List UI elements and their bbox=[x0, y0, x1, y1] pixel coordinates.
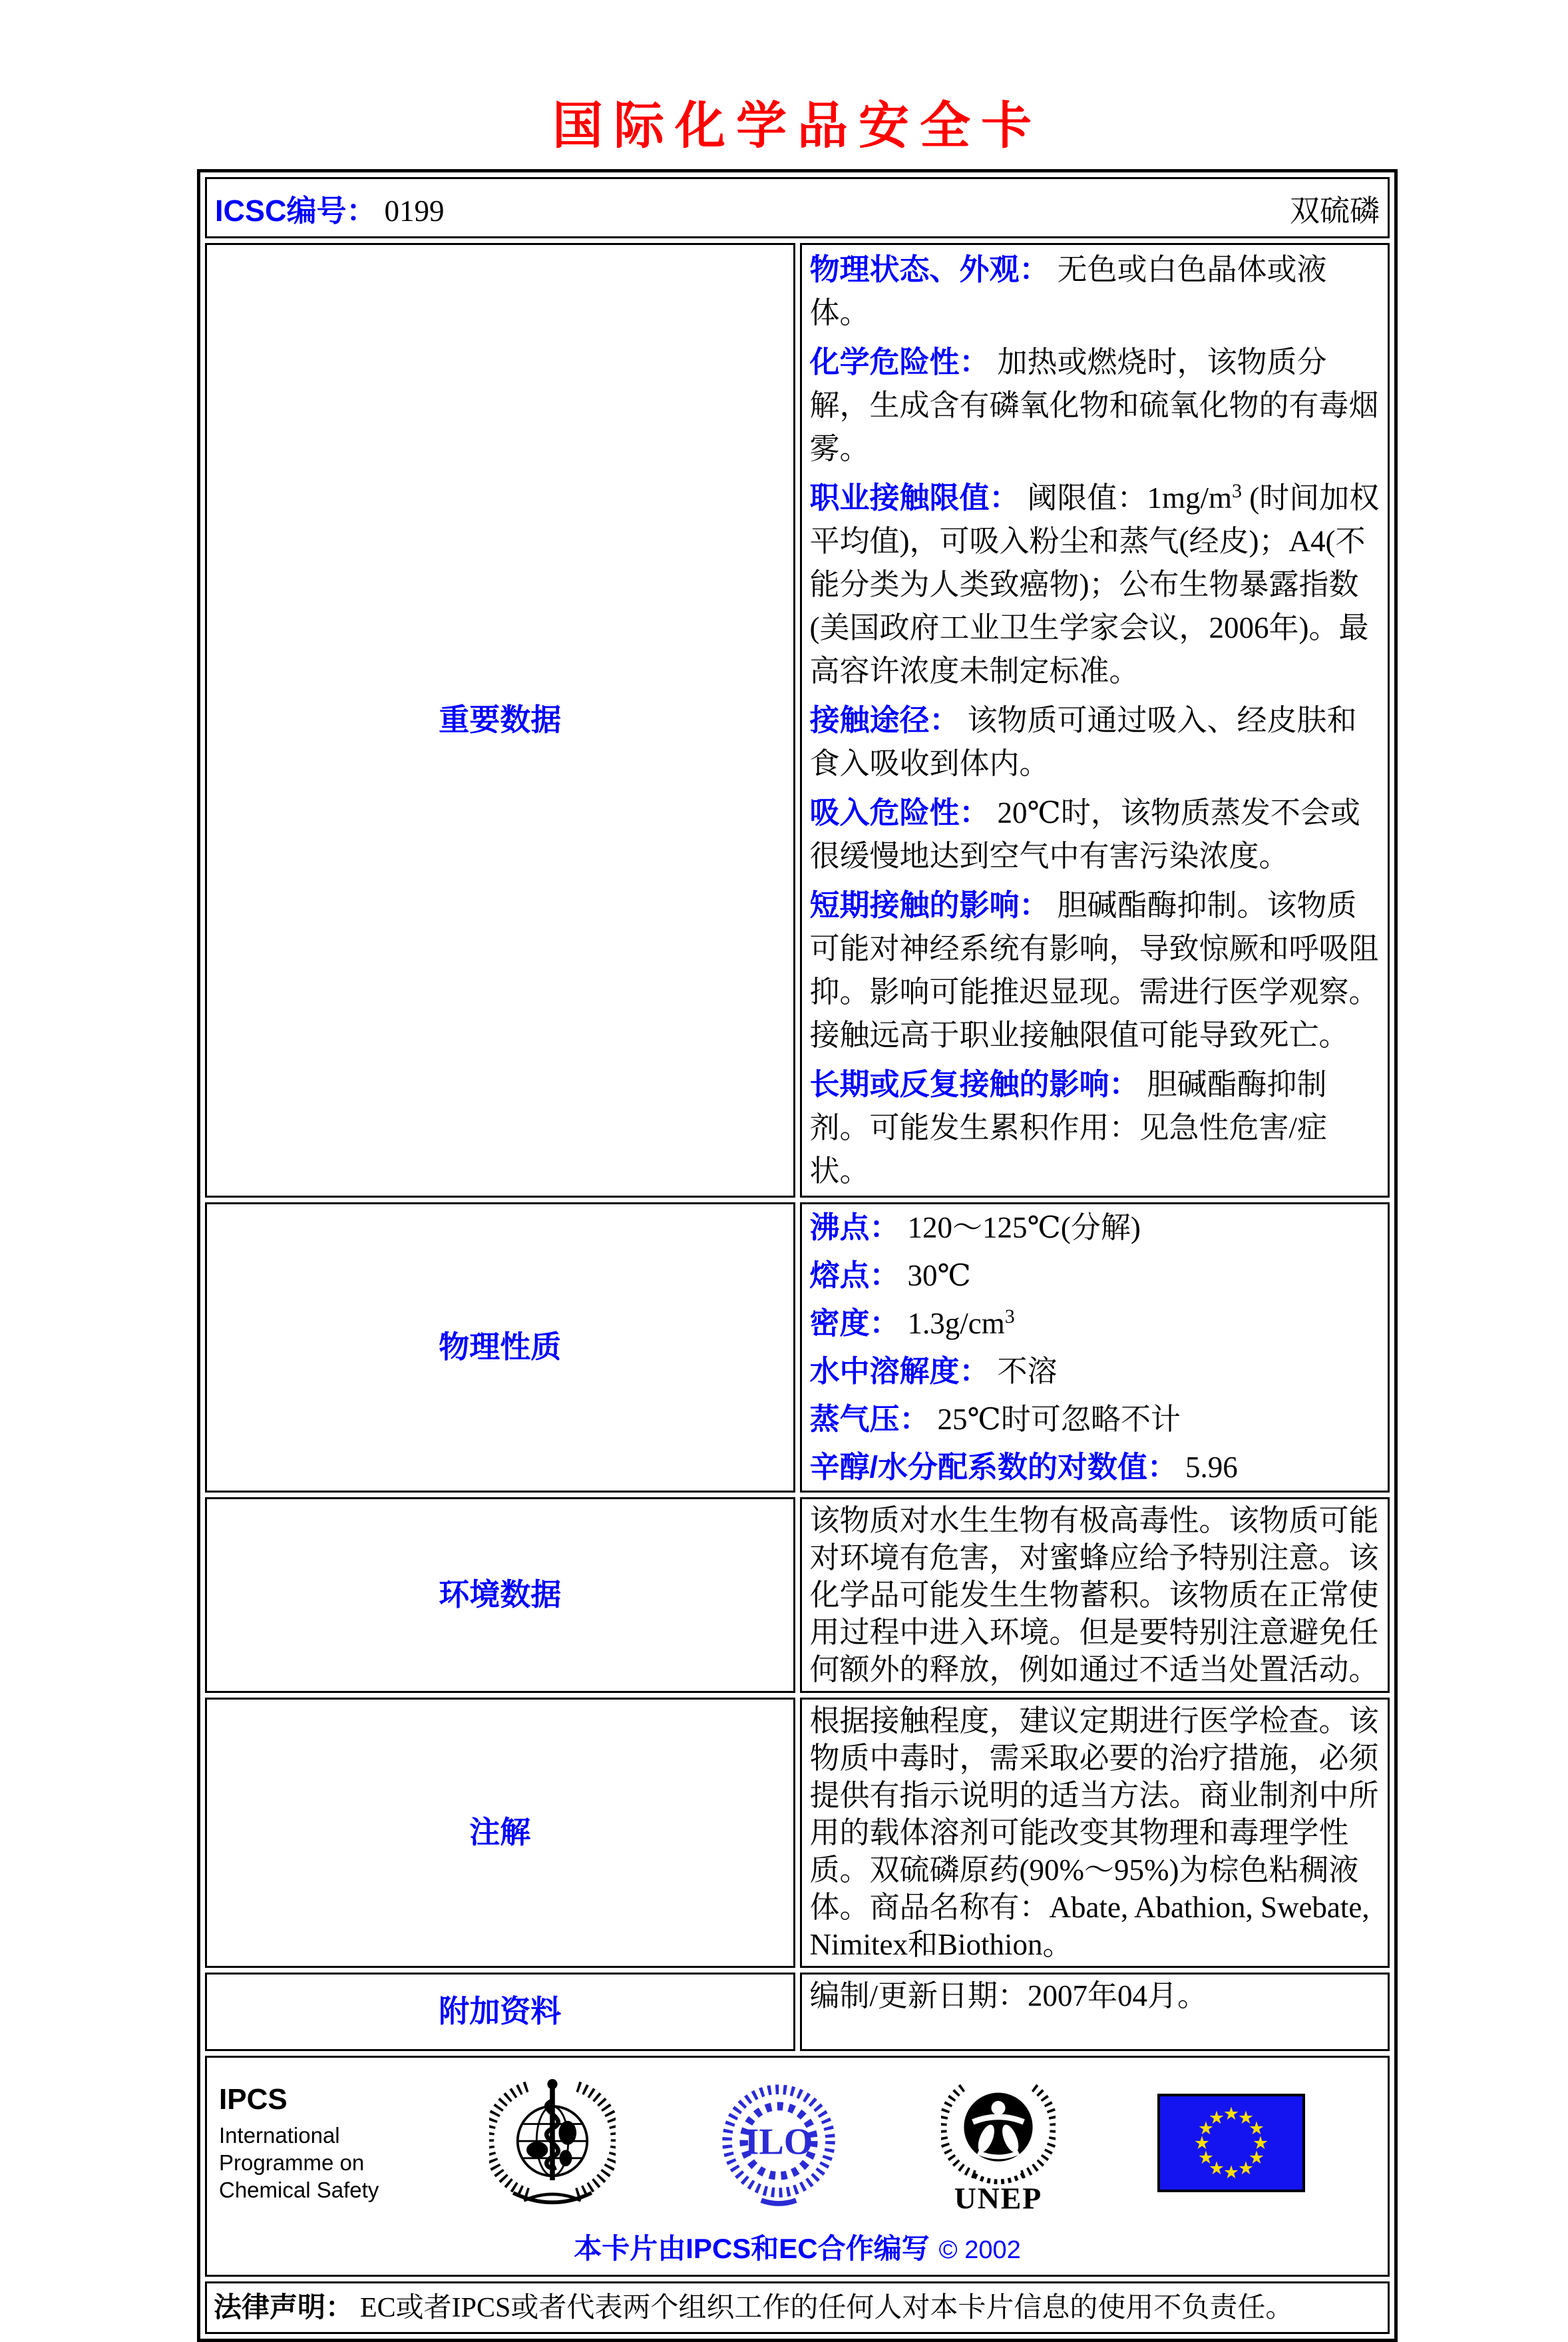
field-value: 加热或燃烧时，该物质分解，生成含有磷氧化物和硫氧化物的有毒烟雾。 bbox=[809, 346, 1379, 465]
list-item bbox=[810, 1255, 1380, 1296]
table-row bbox=[205, 1973, 1390, 2051]
ipcs-line: Programme on bbox=[219, 2150, 365, 2175]
list-item bbox=[810, 1351, 1380, 1392]
field-label: 吸入危险性： bbox=[809, 796, 990, 829]
svg-text:★: ★ bbox=[1197, 2118, 1214, 2139]
icsc-number-group bbox=[215, 186, 445, 230]
legal-notice-label: 法律声明： bbox=[214, 2291, 354, 2323]
ilo-logo-text: ILO bbox=[744, 2121, 813, 2163]
list-item bbox=[810, 248, 1380, 335]
field-label: 化学危险性： bbox=[809, 345, 990, 379]
who-logo-icon bbox=[489, 2072, 616, 2214]
ilo-logo-icon bbox=[717, 2076, 840, 2210]
cooperation-caption bbox=[219, 2227, 1376, 2267]
header-cell bbox=[205, 177, 1390, 238]
field-value: 120～125℃(分解) bbox=[907, 1211, 1141, 1244]
safety-card-table bbox=[197, 169, 1398, 2342]
list-item bbox=[810, 1399, 1380, 1440]
field-value: 阈限值：1mg/m bbox=[1027, 481, 1233, 515]
svg-text:★: ★ bbox=[1252, 2133, 1269, 2154]
field-label: 短期接触的影响： bbox=[809, 888, 1050, 922]
superscript: 3 bbox=[1004, 1305, 1015, 1327]
ipcs-line: Chemical Safety bbox=[219, 2177, 379, 2202]
svg-text:★: ★ bbox=[1237, 2158, 1254, 2179]
paragraph: 该物质对水生生物有极高毒性。该物质可能对环境有危害，对蜜蜂应给予特别注意。该化学品可能发生生物蓄积。该物质在正常使用过程中进入环境。但是要特别注意避免任何额外的释放，例如通过不适当处置活动。 bbox=[809, 1504, 1379, 1686]
table-row bbox=[205, 2281, 1390, 2334]
svg-text:★: ★ bbox=[1193, 2133, 1210, 2154]
field-label: 物理状态、外观： bbox=[809, 252, 1050, 286]
list-item bbox=[810, 476, 1380, 693]
field-label: 熔点： bbox=[809, 1258, 900, 1292]
field-value: 20℃时，该物质蒸发不会或很缓慢地达到空气中有害污染浓度。 bbox=[809, 796, 1360, 873]
paragraph: 编制/更新日期：2007年04月。 bbox=[809, 1979, 1208, 2012]
notes-content bbox=[800, 1698, 1390, 1968]
table-row bbox=[205, 177, 1390, 238]
unep-logo-icon bbox=[941, 2066, 1056, 2220]
section-label-notes: 注解 bbox=[205, 1698, 795, 1968]
field-value: 25℃时可忽略不计 bbox=[937, 1403, 1181, 1436]
superscript: 3 bbox=[1232, 480, 1243, 502]
legal-notice-cell bbox=[205, 2281, 1390, 2334]
additional-info-content bbox=[800, 1973, 1390, 2051]
field-value: 1.3g/cm bbox=[907, 1307, 1005, 1340]
field-value: 5.96 bbox=[1185, 1451, 1238, 1484]
paragraph: 根据接触程度，建议定期进行医学检查。该物质中毒时，需采取必要的治疗措施，必须提供有指示说明的适当方法。商业制剂中所用的载体溶剂可能改变其物理和毒理学性质。双硫磷原药(90%～95%)为棕色粘稠液体。商品名称有：Abate, Abathion, Swebate, Nimitex和Biothion。 bbox=[809, 1704, 1379, 1961]
svg-text:★: ★ bbox=[1208, 2108, 1225, 2128]
ipcs-line: International bbox=[219, 2122, 340, 2148]
svg-text:★: ★ bbox=[1223, 2104, 1239, 2124]
eu-flag-icon bbox=[1157, 2094, 1305, 2192]
table-row bbox=[205, 1497, 1390, 1693]
field-label: 沸点： bbox=[809, 1210, 900, 1244]
svg-text:★: ★ bbox=[1237, 2108, 1254, 2128]
list-item bbox=[810, 1062, 1380, 1193]
list-item bbox=[810, 791, 1380, 878]
section-label-physical-properties: 物理性质 bbox=[205, 1202, 795, 1493]
chemical-name: 双硫磷 bbox=[1289, 194, 1380, 228]
legal-notice-text: EC或者IPCS或者代表两个组织工作的任何人对本卡片信息的使用不负责任。 bbox=[360, 2293, 1294, 2323]
list-item bbox=[810, 883, 1380, 1057]
field-value: (时间加权平均值)，可吸入粉尘和蒸气(经皮)；A4(不能分类为人类致癌物)；公布生物暴露指数(美国政府工业卫生学家会议，2006年)。最高容许浓度未制定标准。 bbox=[809, 481, 1380, 688]
section-label-important-data: 重要数据 bbox=[205, 243, 795, 1198]
page-title: 国际化学品安全卡 bbox=[552, 98, 1042, 154]
logo-row bbox=[219, 2066, 1376, 2220]
list-item bbox=[810, 698, 1380, 786]
caption-text: 本卡片由IPCS和EC合作编写 bbox=[574, 2233, 930, 2264]
physical-properties-content bbox=[800, 1202, 1390, 1493]
field-value: 不溶 bbox=[997, 1355, 1058, 1388]
list-item bbox=[810, 1447, 1380, 1488]
field-value: 该物质可通过吸入、经皮肤和食入吸收到体内。 bbox=[809, 704, 1357, 780]
field-label: 职业接触限值： bbox=[809, 481, 1020, 515]
organization-logos bbox=[439, 2066, 1356, 2220]
field-label: 长期或反复接触的影响： bbox=[809, 1067, 1139, 1101]
table-row bbox=[205, 1698, 1390, 1968]
table-row bbox=[205, 1202, 1390, 1493]
list-item bbox=[810, 1207, 1380, 1248]
svg-text:★: ★ bbox=[1208, 2158, 1225, 2179]
field-value: 胆碱酯酶抑制。该物质可能对神经系统有影响，导致惊厥和呼吸阻抑。影响可能推迟显现。需进行医学观察。接触远高于职业接触限值可能导致死亡。 bbox=[809, 889, 1379, 1052]
environment-data-content bbox=[800, 1497, 1390, 1693]
ipcs-text-block bbox=[219, 2083, 439, 2204]
svg-text:★: ★ bbox=[1223, 2162, 1239, 2183]
field-label: 密度： bbox=[809, 1306, 900, 1340]
section-label-additional-info: 附加资料 bbox=[205, 1973, 795, 2051]
field-label: 水中溶解度： bbox=[809, 1354, 990, 1388]
field-value: 30℃ bbox=[907, 1259, 971, 1292]
safety-card-sheet bbox=[197, 0, 1398, 2342]
icsc-number-value: 0199 bbox=[384, 194, 445, 228]
svg-text:★: ★ bbox=[1248, 2118, 1265, 2139]
table-row bbox=[205, 2056, 1390, 2277]
field-label: 蒸气压： bbox=[809, 1402, 930, 1436]
important-data-content bbox=[800, 243, 1390, 1198]
ipcs-acronym: IPCS bbox=[219, 2082, 288, 2116]
logos-cell bbox=[205, 2056, 1390, 2277]
icsc-number-label: ICSC编号： bbox=[215, 193, 377, 228]
copyright-text: © 2002 bbox=[938, 2236, 1021, 2264]
svg-text:★: ★ bbox=[1197, 2148, 1214, 2168]
unep-logo-text: UNEP bbox=[954, 2181, 1043, 2216]
field-label: 接触途径： bbox=[809, 703, 960, 737]
list-item bbox=[810, 1303, 1380, 1344]
list-item bbox=[810, 340, 1380, 471]
section-label-environment-data: 环境数据 bbox=[205, 1497, 795, 1693]
field-value: 无色或白色晶体或液体。 bbox=[809, 253, 1327, 330]
field-value: 胆碱酯酶抑制剂。可能发生累积作用：见急性危害/症状。 bbox=[809, 1068, 1328, 1188]
table-row bbox=[205, 243, 1390, 1198]
field-label: 辛醇/水分配系数的对数值： bbox=[809, 1450, 1178, 1484]
svg-text:★: ★ bbox=[1248, 2148, 1265, 2168]
